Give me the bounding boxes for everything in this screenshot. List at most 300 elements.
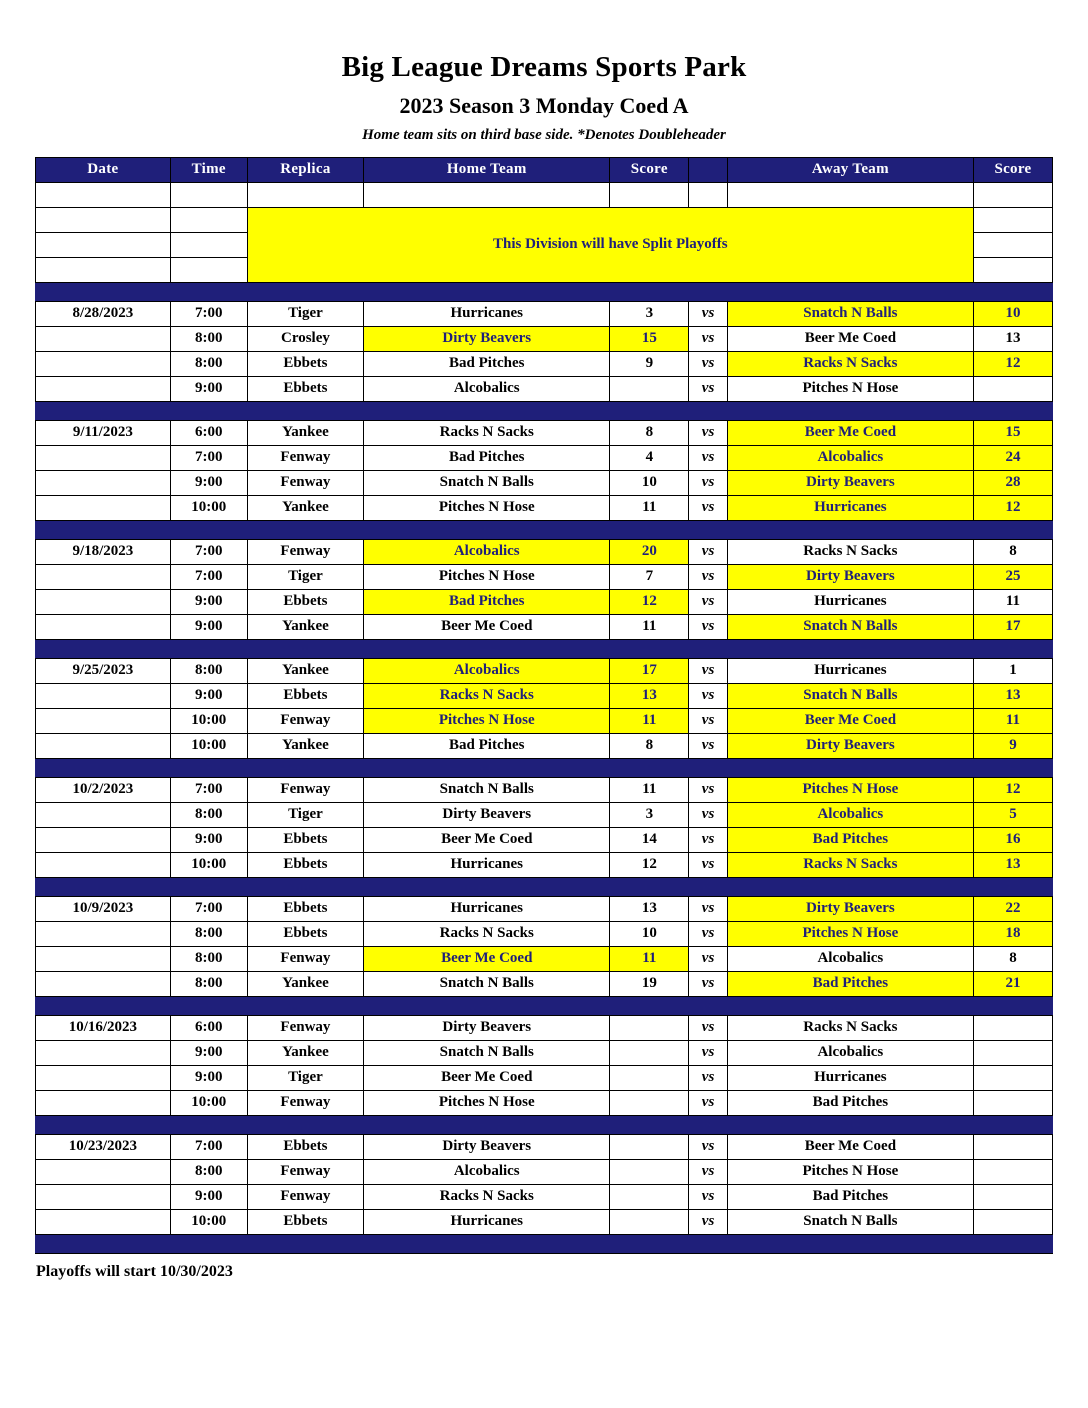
cell-home-team: Dirty Beavers bbox=[364, 802, 610, 827]
cell-home-team: Beer Me Coed bbox=[364, 946, 610, 971]
cell-vs: vs bbox=[689, 827, 727, 852]
table-row[interactable] bbox=[36, 921, 1053, 946]
cell-away-team: Snatch N Balls bbox=[727, 301, 973, 326]
cell-vs: vs bbox=[689, 733, 727, 758]
week-separator-bar bbox=[36, 639, 1053, 658]
cell-date bbox=[36, 589, 171, 614]
col-time: Time bbox=[170, 157, 247, 182]
cell-away-team: Bad Pitches bbox=[727, 827, 973, 852]
cell-date bbox=[36, 445, 171, 470]
table-row[interactable] bbox=[36, 470, 1053, 495]
cell-vs: vs bbox=[689, 564, 727, 589]
cell-time: 9:00 bbox=[170, 1184, 247, 1209]
cell-replica: Fenway bbox=[247, 708, 363, 733]
cell-replica: Ebbets bbox=[247, 683, 363, 708]
table-row[interactable] bbox=[36, 1065, 1053, 1090]
cell-date: 10/2/2023 bbox=[36, 777, 171, 802]
table-row[interactable] bbox=[36, 539, 1053, 564]
cell-home-score: 14 bbox=[610, 827, 689, 852]
week-separator bbox=[36, 639, 1053, 658]
header-row bbox=[36, 157, 1053, 182]
table-row[interactable] bbox=[36, 420, 1053, 445]
cell-home-team: Dirty Beavers bbox=[364, 1134, 610, 1159]
table-row[interactable] bbox=[36, 802, 1053, 827]
cell-home-team: Snatch N Balls bbox=[364, 971, 610, 996]
banner-spacer-away-score bbox=[973, 232, 1052, 257]
split-playoffs-banner: This Division will have Split Playoffs bbox=[247, 207, 973, 282]
cell-away-score bbox=[973, 1209, 1052, 1234]
cell-date bbox=[36, 326, 171, 351]
cell-vs: vs bbox=[689, 589, 727, 614]
cell-away-team: Bad Pitches bbox=[727, 1090, 973, 1115]
cell-replica: Fenway bbox=[247, 1184, 363, 1209]
cell-date: 9/25/2023 bbox=[36, 658, 171, 683]
banner-spacer-time bbox=[170, 257, 247, 282]
page-subtitle: 2023 Season 3 Monday Coed A bbox=[399, 92, 689, 118]
cell-replica: Tiger bbox=[247, 802, 363, 827]
cell-vs: vs bbox=[689, 1090, 727, 1115]
cell-away-score: 17 bbox=[973, 614, 1052, 639]
banner-spacer-away-score bbox=[973, 257, 1052, 282]
table-header bbox=[36, 157, 1053, 182]
cell-date bbox=[36, 708, 171, 733]
cell-replica: Fenway bbox=[247, 1090, 363, 1115]
cell-away-score: 13 bbox=[973, 683, 1052, 708]
cell-date bbox=[36, 946, 171, 971]
cell-vs: vs bbox=[689, 1184, 727, 1209]
cell-vs: vs bbox=[689, 921, 727, 946]
cell-home-team: Racks N Sacks bbox=[364, 683, 610, 708]
cell-home-score: 11 bbox=[610, 777, 689, 802]
cell-time: 8:00 bbox=[170, 658, 247, 683]
cell-replica: Ebbets bbox=[247, 1209, 363, 1234]
cell-time: 7:00 bbox=[170, 777, 247, 802]
cell-time: 9:00 bbox=[170, 827, 247, 852]
banner-spacer-replica bbox=[247, 182, 363, 207]
banner-spacer-time bbox=[170, 232, 247, 257]
cell-away-team: Racks N Sacks bbox=[727, 1015, 973, 1040]
table-row[interactable] bbox=[36, 1015, 1053, 1040]
cell-replica: Yankee bbox=[247, 420, 363, 445]
cell-away-score bbox=[973, 1040, 1052, 1065]
cell-replica: Ebbets bbox=[247, 921, 363, 946]
cell-time: 8:00 bbox=[170, 351, 247, 376]
cell-date bbox=[36, 1159, 171, 1184]
table-row[interactable] bbox=[36, 445, 1053, 470]
cell-home-score: 11 bbox=[610, 708, 689, 733]
cell-away-team: Beer Me Coed bbox=[727, 420, 973, 445]
cell-replica: Tiger bbox=[247, 1065, 363, 1090]
cell-vs: vs bbox=[689, 1015, 727, 1040]
cell-vs: vs bbox=[689, 777, 727, 802]
week-separator-bar bbox=[36, 282, 1053, 301]
cell-vs: vs bbox=[689, 896, 727, 921]
cell-time: 9:00 bbox=[170, 1040, 247, 1065]
cell-home-score bbox=[610, 1015, 689, 1040]
cell-home-score: 10 bbox=[610, 921, 689, 946]
cell-away-team: Pitches N Hose bbox=[727, 1159, 973, 1184]
cell-away-team: Alcobalics bbox=[727, 946, 973, 971]
cell-vs: vs bbox=[689, 539, 727, 564]
cell-away-team: Beer Me Coed bbox=[727, 708, 973, 733]
table-row[interactable] bbox=[36, 1090, 1053, 1115]
cell-home-score bbox=[610, 1040, 689, 1065]
cell-home-score bbox=[610, 1209, 689, 1234]
col-away-team: Away Team bbox=[727, 157, 973, 182]
cell-replica: Ebbets bbox=[247, 376, 363, 401]
cell-replica: Ebbets bbox=[247, 827, 363, 852]
col-replica: Replica bbox=[247, 157, 363, 182]
week-separator bbox=[36, 1115, 1053, 1134]
cell-vs: vs bbox=[689, 1134, 727, 1159]
cell-vs: vs bbox=[689, 614, 727, 639]
banner-spacer-away-score bbox=[973, 182, 1052, 207]
cell-away-score: 10 bbox=[973, 301, 1052, 326]
cell-replica: Crosley bbox=[247, 326, 363, 351]
cell-replica: Yankee bbox=[247, 971, 363, 996]
cell-away-score: 15 bbox=[973, 420, 1052, 445]
cell-vs: vs bbox=[689, 708, 727, 733]
cell-date bbox=[36, 971, 171, 996]
cell-time: 9:00 bbox=[170, 376, 247, 401]
cell-home-score: 7 bbox=[610, 564, 689, 589]
cell-vs: vs bbox=[689, 971, 727, 996]
page-title: Big League Dreams Sports Park bbox=[341, 51, 747, 83]
table-row[interactable] bbox=[36, 1184, 1053, 1209]
cell-away-team: Dirty Beavers bbox=[727, 470, 973, 495]
cell-home-score: 11 bbox=[610, 614, 689, 639]
week-separator-bar bbox=[36, 520, 1053, 539]
cell-replica: Fenway bbox=[247, 946, 363, 971]
cell-away-score: 25 bbox=[973, 564, 1052, 589]
table-row[interactable] bbox=[36, 614, 1053, 639]
banner-spacer-away bbox=[727, 182, 973, 207]
cell-away-score: 9 bbox=[973, 733, 1052, 758]
cell-time: 8:00 bbox=[170, 946, 247, 971]
cell-away-score bbox=[973, 1015, 1052, 1040]
table-row[interactable] bbox=[36, 1040, 1053, 1065]
cell-home-score: 3 bbox=[610, 301, 689, 326]
cell-home-team: Beer Me Coed bbox=[364, 614, 610, 639]
table-row[interactable] bbox=[36, 683, 1053, 708]
cell-away-team: Hurricanes bbox=[727, 658, 973, 683]
cell-time: 9:00 bbox=[170, 1065, 247, 1090]
cell-date: 9/11/2023 bbox=[36, 420, 171, 445]
cell-home-team: Bad Pitches bbox=[364, 733, 610, 758]
cell-time: 10:00 bbox=[170, 1090, 247, 1115]
cell-home-score: 13 bbox=[610, 683, 689, 708]
cell-time: 7:00 bbox=[170, 564, 247, 589]
cell-replica: Yankee bbox=[247, 658, 363, 683]
cell-away-score: 8 bbox=[973, 946, 1052, 971]
cell-replica: Ebbets bbox=[247, 896, 363, 921]
cell-date bbox=[36, 1040, 171, 1065]
cell-away-team: Beer Me Coed bbox=[727, 326, 973, 351]
cell-replica: Ebbets bbox=[247, 589, 363, 614]
title-block bbox=[0, 0, 1088, 144]
week-separator bbox=[36, 282, 1053, 301]
cell-away-team: Hurricanes bbox=[727, 1065, 973, 1090]
cell-replica: Fenway bbox=[247, 1015, 363, 1040]
table-row[interactable] bbox=[36, 777, 1053, 802]
cell-away-team: Dirty Beavers bbox=[727, 896, 973, 921]
cell-time: 6:00 bbox=[170, 1015, 247, 1040]
cell-date bbox=[36, 733, 171, 758]
col-home-team: Home Team bbox=[364, 157, 610, 182]
cell-home-score bbox=[610, 376, 689, 401]
cell-home-score: 8 bbox=[610, 733, 689, 758]
week-separator bbox=[36, 401, 1053, 420]
week-separator bbox=[36, 877, 1053, 896]
table-row[interactable] bbox=[36, 852, 1053, 877]
table-row[interactable] bbox=[36, 376, 1053, 401]
cell-replica: Yankee bbox=[247, 1040, 363, 1065]
cell-vs: vs bbox=[689, 326, 727, 351]
cell-home-score: 20 bbox=[610, 539, 689, 564]
col-date: Date bbox=[36, 157, 171, 182]
table-row[interactable] bbox=[36, 589, 1053, 614]
cell-date: 9/18/2023 bbox=[36, 539, 171, 564]
cell-home-score bbox=[610, 1159, 689, 1184]
cell-away-score: 24 bbox=[973, 445, 1052, 470]
cell-vs: vs bbox=[689, 946, 727, 971]
cell-vs: vs bbox=[689, 420, 727, 445]
cell-home-team: Dirty Beavers bbox=[364, 1015, 610, 1040]
cell-date: 8/28/2023 bbox=[36, 301, 171, 326]
table-row[interactable] bbox=[36, 495, 1053, 520]
cell-time: 9:00 bbox=[170, 470, 247, 495]
banner-spacer-home-score bbox=[610, 182, 689, 207]
cell-home-score: 10 bbox=[610, 470, 689, 495]
cell-away-team: Bad Pitches bbox=[727, 1184, 973, 1209]
cell-time: 7:00 bbox=[170, 539, 247, 564]
cell-home-team: Hurricanes bbox=[364, 852, 610, 877]
week-separator-bar bbox=[36, 401, 1053, 420]
banner-spacer-date bbox=[36, 182, 171, 207]
cell-away-score: 21 bbox=[973, 971, 1052, 996]
cell-time: 8:00 bbox=[170, 326, 247, 351]
cell-time: 9:00 bbox=[170, 614, 247, 639]
cell-date bbox=[36, 564, 171, 589]
cell-away-score bbox=[973, 1134, 1052, 1159]
cell-time: 7:00 bbox=[170, 896, 247, 921]
page-note: Home team sits on third base side. *Denotes Doubleheader bbox=[362, 127, 726, 144]
cell-home-score: 17 bbox=[610, 658, 689, 683]
cell-home-team: Racks N Sacks bbox=[364, 1184, 610, 1209]
cell-vs: vs bbox=[689, 802, 727, 827]
cell-away-team: Pitches N Hose bbox=[727, 376, 973, 401]
cell-time: 9:00 bbox=[170, 683, 247, 708]
cell-vs: vs bbox=[689, 658, 727, 683]
cell-date: 10/9/2023 bbox=[36, 896, 171, 921]
cell-date bbox=[36, 921, 171, 946]
table-row[interactable] bbox=[36, 946, 1053, 971]
cell-vs: vs bbox=[689, 495, 727, 520]
cell-home-team: Beer Me Coed bbox=[364, 1065, 610, 1090]
cell-replica: Ebbets bbox=[247, 1134, 363, 1159]
cell-away-team: Dirty Beavers bbox=[727, 733, 973, 758]
cell-time: 10:00 bbox=[170, 708, 247, 733]
cell-date: 10/23/2023 bbox=[36, 1134, 171, 1159]
table-row[interactable] bbox=[36, 326, 1053, 351]
cell-away-team: Racks N Sacks bbox=[727, 351, 973, 376]
week-separator bbox=[36, 996, 1053, 1015]
cell-home-team: Hurricanes bbox=[364, 1209, 610, 1234]
cell-home-score: 13 bbox=[610, 896, 689, 921]
cell-date bbox=[36, 1184, 171, 1209]
col-home-score: Score bbox=[610, 157, 689, 182]
table-row[interactable] bbox=[36, 658, 1053, 683]
cell-home-team: Snatch N Balls bbox=[364, 777, 610, 802]
cell-home-score: 9 bbox=[610, 351, 689, 376]
cell-home-team: Beer Me Coed bbox=[364, 827, 610, 852]
cell-home-team: Hurricanes bbox=[364, 301, 610, 326]
banner-row bbox=[36, 182, 1053, 207]
cell-replica: Tiger bbox=[247, 564, 363, 589]
cell-time: 8:00 bbox=[170, 971, 247, 996]
week-separator-bar bbox=[36, 1234, 1053, 1253]
banner-spacer-away-score bbox=[973, 207, 1052, 232]
table-body bbox=[36, 182, 1053, 1253]
cell-away-score bbox=[973, 1090, 1052, 1115]
cell-time: 8:00 bbox=[170, 802, 247, 827]
cell-away-team: Pitches N Hose bbox=[727, 777, 973, 802]
cell-away-score bbox=[973, 376, 1052, 401]
col-away-score: Score bbox=[973, 157, 1052, 182]
cell-away-team: Snatch N Balls bbox=[727, 614, 973, 639]
banner-row bbox=[36, 207, 1053, 232]
cell-home-team: Hurricanes bbox=[364, 896, 610, 921]
week-separator bbox=[36, 520, 1053, 539]
table-row[interactable] bbox=[36, 1134, 1053, 1159]
cell-time: 6:00 bbox=[170, 420, 247, 445]
cell-away-team: Snatch N Balls bbox=[727, 1209, 973, 1234]
cell-away-team: Alcobalics bbox=[727, 1040, 973, 1065]
table-row[interactable] bbox=[36, 971, 1053, 996]
table-row[interactable] bbox=[36, 896, 1053, 921]
table-row[interactable] bbox=[36, 708, 1053, 733]
cell-home-team: Pitches N Hose bbox=[364, 495, 610, 520]
cell-away-score: 5 bbox=[973, 802, 1052, 827]
cell-vs: vs bbox=[689, 301, 727, 326]
table-row[interactable] bbox=[36, 564, 1053, 589]
schedule-table bbox=[35, 157, 1053, 1254]
cell-home-score bbox=[610, 1134, 689, 1159]
cell-home-team: Dirty Beavers bbox=[364, 326, 610, 351]
cell-away-score: 12 bbox=[973, 777, 1052, 802]
cell-time: 7:00 bbox=[170, 301, 247, 326]
week-separator bbox=[36, 758, 1053, 777]
cell-replica: Tiger bbox=[247, 301, 363, 326]
cell-home-team: Bad Pitches bbox=[364, 589, 610, 614]
cell-replica: Fenway bbox=[247, 445, 363, 470]
cell-time: 8:00 bbox=[170, 921, 247, 946]
week-separator-bar bbox=[36, 877, 1053, 896]
cell-away-score: 1 bbox=[973, 658, 1052, 683]
cell-away-team: Racks N Sacks bbox=[727, 852, 973, 877]
cell-home-score: 11 bbox=[610, 946, 689, 971]
cell-away-score: 22 bbox=[973, 896, 1052, 921]
table-row[interactable] bbox=[36, 351, 1053, 376]
cell-home-score: 12 bbox=[610, 852, 689, 877]
cell-vs: vs bbox=[689, 351, 727, 376]
cell-vs: vs bbox=[689, 852, 727, 877]
cell-time: 9:00 bbox=[170, 589, 247, 614]
cell-home-score bbox=[610, 1065, 689, 1090]
table-row[interactable] bbox=[36, 733, 1053, 758]
cell-date bbox=[36, 470, 171, 495]
cell-home-score bbox=[610, 1184, 689, 1209]
cell-away-score: 18 bbox=[973, 921, 1052, 946]
week-separator-bar bbox=[36, 1115, 1053, 1134]
cell-date bbox=[36, 376, 171, 401]
banner-spacer-time bbox=[170, 207, 247, 232]
cell-away-team: Snatch N Balls bbox=[727, 683, 973, 708]
cell-home-team: Snatch N Balls bbox=[364, 470, 610, 495]
cell-home-team: Racks N Sacks bbox=[364, 921, 610, 946]
cell-away-score: 12 bbox=[973, 351, 1052, 376]
cell-away-team: Dirty Beavers bbox=[727, 564, 973, 589]
cell-home-team: Alcobalics bbox=[364, 539, 610, 564]
cell-home-team: Alcobalics bbox=[364, 376, 610, 401]
cell-replica: Fenway bbox=[247, 539, 363, 564]
cell-home-team: Snatch N Balls bbox=[364, 1040, 610, 1065]
col-vs bbox=[689, 157, 727, 182]
cell-home-score bbox=[610, 1090, 689, 1115]
cell-date bbox=[36, 802, 171, 827]
cell-replica: Fenway bbox=[247, 1159, 363, 1184]
table-row[interactable] bbox=[36, 827, 1053, 852]
banner-spacer-home bbox=[364, 182, 610, 207]
cell-away-score: 16 bbox=[973, 827, 1052, 852]
cell-time: 7:00 bbox=[170, 1134, 247, 1159]
cell-home-score: 15 bbox=[610, 326, 689, 351]
cell-away-team: Racks N Sacks bbox=[727, 539, 973, 564]
cell-home-team: Pitches N Hose bbox=[364, 564, 610, 589]
cell-away-team: Beer Me Coed bbox=[727, 1134, 973, 1159]
cell-home-score: 11 bbox=[610, 495, 689, 520]
cell-vs: vs bbox=[689, 1159, 727, 1184]
cell-replica: Fenway bbox=[247, 777, 363, 802]
cell-date bbox=[36, 1090, 171, 1115]
cell-time: 7:00 bbox=[170, 445, 247, 470]
cell-date bbox=[36, 852, 171, 877]
cell-vs: vs bbox=[689, 683, 727, 708]
table-row[interactable] bbox=[36, 1159, 1053, 1184]
cell-vs: vs bbox=[689, 376, 727, 401]
table-row[interactable] bbox=[36, 301, 1053, 326]
table-row[interactable] bbox=[36, 1209, 1053, 1234]
cell-home-score: 4 bbox=[610, 445, 689, 470]
cell-time: 10:00 bbox=[170, 1209, 247, 1234]
cell-away-team: Alcobalics bbox=[727, 802, 973, 827]
cell-date bbox=[36, 1209, 171, 1234]
cell-date bbox=[36, 1065, 171, 1090]
cell-replica: Yankee bbox=[247, 495, 363, 520]
cell-away-team: Hurricanes bbox=[727, 589, 973, 614]
cell-date bbox=[36, 351, 171, 376]
cell-away-team: Pitches N Hose bbox=[727, 921, 973, 946]
cell-vs: vs bbox=[689, 445, 727, 470]
week-separator-bar bbox=[36, 758, 1053, 777]
cell-home-score: 12 bbox=[610, 589, 689, 614]
cell-away-score bbox=[973, 1065, 1052, 1090]
cell-time: 10:00 bbox=[170, 852, 247, 877]
cell-away-score: 11 bbox=[973, 589, 1052, 614]
cell-away-score: 13 bbox=[973, 852, 1052, 877]
cell-time: 8:00 bbox=[170, 1159, 247, 1184]
cell-away-score bbox=[973, 1184, 1052, 1209]
